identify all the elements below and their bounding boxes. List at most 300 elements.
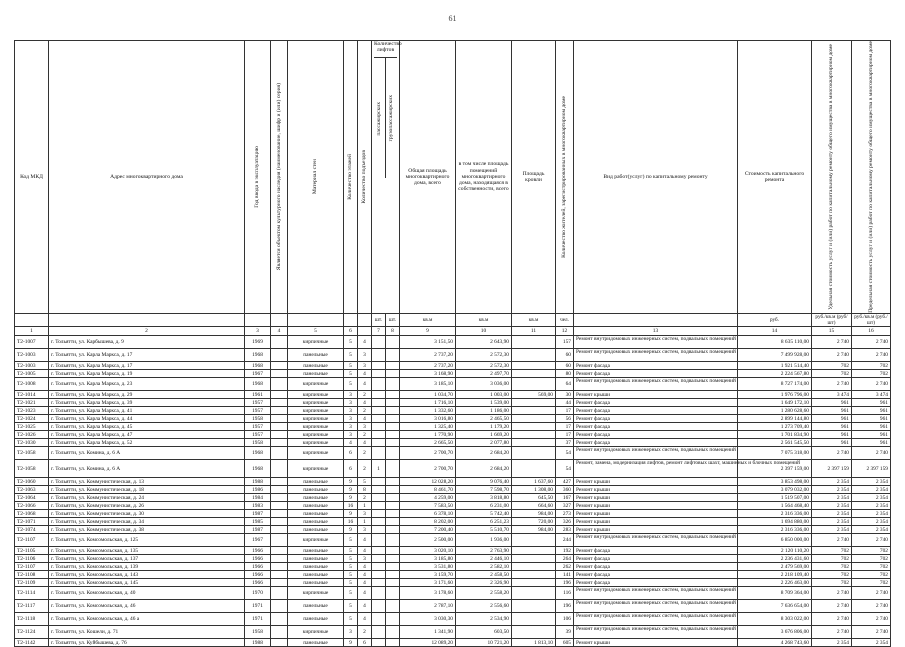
private-area-cell: 1 186,00 [456,407,512,415]
entrances-cell: 4 [358,399,372,407]
unit-lifts-pass: шт. [372,313,386,326]
work-type-cell: Ремонт крыши [574,518,738,526]
residents-cell: 196 [556,579,574,587]
work-type-cell: Ремонт фасада [574,579,738,587]
entrances-cell: 4 [358,563,372,571]
roof-area-cell: 984,00 [512,510,556,518]
cost-cell: 8 635 110,00 [738,336,812,349]
total-area-cell: 3 185,10 [400,378,456,391]
private-area-cell: 2 077,80 [456,439,512,447]
year-cell: 1957 [245,407,271,415]
entrances-cell: 4 [358,336,372,349]
page-number: 61 [448,14,457,23]
total-area-cell: 1 341,90 [400,626,456,639]
roof-area-cell [512,571,556,579]
column-number: 10 [456,327,512,336]
floors-cell: 5 [344,600,358,613]
floors-cell: 5 [344,613,358,626]
cost-cell: 8 727 174,00 [738,378,812,391]
code-cell: Т2-1106 [15,555,49,563]
unit-cost-cell: 2 740 [812,600,852,613]
lifts-cargo-cell [386,370,400,378]
code-cell: Т2-1124 [15,626,49,639]
max-cost-cell: 2 354 [852,502,891,510]
column-number: 7 [372,327,386,336]
roof-area-cell [512,370,556,378]
total-area-cell: 3 185,80 [400,555,456,563]
header-lifts-cargo: грузопассажирских [388,95,395,142]
year-cell: 1988 [245,478,271,486]
total-area-cell: 1 770,90 [400,431,456,439]
cost-cell: 1 564 468,40 [738,502,812,510]
floors-cell: 5 [344,534,358,547]
private-area-cell: 2 643,90 [456,336,512,349]
unit-cost-cell: 2 354 [812,494,852,502]
heritage-cell [271,423,288,431]
total-area-cell: 7 583,50 [400,502,456,510]
table-row [15,486,891,494]
residents-cell: 244 [556,534,574,547]
lifts-cargo-cell [386,600,400,613]
max-cost-cell: 702 [852,362,891,370]
lifts-cargo-cell [386,336,400,349]
wall-cell: панельные [288,510,344,518]
unit-cost-cell: 2 740 [812,587,852,600]
entrances-cell: 5 [358,478,372,486]
header-work: Вид работ(услуг) по капитальному ремонту [574,41,738,314]
header-year: Год ввода в эксплуатацию [254,146,261,208]
header-total-area: Общая площадь многоквартирного дома, всего [400,41,456,314]
lifts-cargo-cell [386,431,400,439]
work-type-cell: Ремонт внутридомовых инженерных систем, подвальных помещений [574,336,738,349]
unit-cost-cell: 961 [812,399,852,407]
unit-cost-cell: 2 354 [812,518,852,526]
roof-area-cell [512,378,556,391]
cost-cell: 2 226 463,00 [738,579,812,587]
column-number: 15 [812,327,852,336]
lifts-cargo-cell [386,526,400,534]
table-row [15,378,891,391]
lifts-cargo-cell [386,518,400,526]
year-cell: 1958 [245,439,271,447]
cost-cell: 2 479 569,00 [738,563,812,571]
column-number: 8 [386,327,400,336]
roof-area-cell [512,579,556,587]
wall-cell: кирпичные [288,391,344,399]
heritage-cell [271,639,288,647]
year-cell: 1983 [245,502,271,510]
roof-area-cell [512,626,556,639]
address-cell: г. Тольятти, ул. Комсомольская, д. 139 [49,563,245,571]
code-cell: Т2-1142 [15,639,49,647]
residents-cell: 39 [556,626,574,639]
heritage-cell [271,579,288,587]
lifts-cargo-cell [386,571,400,579]
table-row [15,555,891,563]
entrances-cell: 2 [358,460,372,478]
unit-cost-cell: 961 [812,423,852,431]
max-cost-cell: 2 354 [852,526,891,534]
code-cell: Т2-1060 [15,478,49,486]
heritage-cell [271,613,288,626]
wall-cell: кирпичные [288,439,344,447]
wall-cell: кирпичные [288,431,344,439]
work-type-cell: Ремонт внутридомовых инженерных систем, подвальных помещений [574,349,738,362]
work-type-cell: Ремонт, замена, модернизация лифтов, ремонт лифтовых шахт, машинных и блочных помещений [574,460,738,478]
residents-cell: 30 [556,391,574,399]
unit-unit-cost: руб./кв.м (руб/шт) [812,313,852,326]
code-cell: Т2-1117 [15,600,49,613]
cost-cell: 1 694 880,00 [738,518,812,526]
code-cell: Т2-1008 [15,378,49,391]
table-row [15,571,891,579]
table-row [15,362,891,370]
heritage-cell [271,626,288,639]
year-cell: 1968 [245,349,271,362]
lifts-pass-cell [372,415,386,423]
lifts-pass-cell [372,478,386,486]
lifts-pass-cell [372,494,386,502]
unit-private-area: кв.м [456,313,512,326]
private-area-cell: 10 721,20 [456,639,512,647]
address-cell: г. Тольятти, ул. Коммунистическая, д. 18 [49,486,245,494]
max-cost-cell: 702 [852,579,891,587]
floors-cell: 5 [344,579,358,587]
cost-cell: 7 636 654,00 [738,600,812,613]
entrances-cell: 4 [358,579,372,587]
private-area-cell: 2 763,90 [456,547,512,555]
cost-cell: 3 079 032,00 [738,486,812,494]
lifts-pass-cell [372,547,386,555]
year-cell: 1969 [245,336,271,349]
entrances-cell: 3 [358,555,372,563]
heritage-cell [271,571,288,579]
wall-cell: панельные [288,579,344,587]
max-cost-cell: 702 [852,555,891,563]
year-cell: 1988 [245,639,271,647]
column-number-row [15,327,891,336]
heritage-cell [271,563,288,571]
table-row [15,399,891,407]
address-cell: г. Тольятти, ул. Комина, д. 6 А [49,460,245,478]
floors-cell: 6 [344,447,358,460]
lifts-pass-cell [372,579,386,587]
lifts-pass-cell [372,600,386,613]
private-area-cell: 3 036,00 [456,378,512,391]
lifts-cargo-cell [386,547,400,555]
heritage-cell [271,510,288,518]
work-type-cell: Ремонт внутридомовых инженерных систем, подвальных помещений [574,447,738,460]
cost-cell: 6 850 000,00 [738,534,812,547]
residents-cell: 54 [556,460,574,478]
private-area-cell: 2 458,50 [456,571,512,579]
entrances-cell: 4 [358,613,372,626]
address-cell: г. Тольятти, ул. Карла Маркса, д. 47 [49,431,245,439]
column-number [358,327,372,336]
private-area-cell: 6 251,23 [456,518,512,526]
cost-cell: 8 709 364,00 [738,587,812,600]
max-cost-cell: 2 740 [852,349,891,362]
table-row [15,587,891,600]
lifts-pass-cell [372,613,386,626]
unit-cost-cell: 702 [812,362,852,370]
heritage-cell [271,447,288,460]
residents-cell: 167 [556,494,574,502]
column-number: 14 [738,327,812,336]
lifts-pass-cell [372,391,386,399]
private-area-cell: 2 556,60 [456,600,512,613]
cost-cell: 1 976 796,00 [738,391,812,399]
header-unit-cost: Удельная стоимость услуг и (или) работ по капитальному ремонту общего имущества в многоквартирном доме [828,44,835,310]
table-row [15,431,891,439]
max-cost-cell: 3 474 [852,391,891,399]
residents-cell: 605 [556,639,574,647]
work-type-cell: Ремонт фасада [574,439,738,447]
year-cell: 1958 [245,626,271,639]
residents-cell: 157 [556,336,574,349]
private-area-cell: 2 497,70 [456,370,512,378]
heritage-cell [271,370,288,378]
header-entrances: Количество подъездов [361,150,368,204]
column-number: 9 [400,327,456,336]
lifts-cargo-cell [386,362,400,370]
year-cell: 1966 [245,571,271,579]
floors-cell: 5 [344,555,358,563]
max-cost-cell: 2 740 [852,626,891,639]
total-area-cell: 3 030,30 [400,613,456,626]
total-area-cell: 3 016,80 [400,415,456,423]
roof-area-cell [512,547,556,555]
code-cell: Т2-1026 [15,431,49,439]
year-cell: 1971 [245,600,271,613]
code-cell: Т2-1003 [15,349,49,362]
wall-cell: панельные [288,370,344,378]
entrances-cell: 8 [358,486,372,494]
unit-cost-cell: 2 354 [812,526,852,534]
total-area-cell: 2 737,20 [400,349,456,362]
column-number: 6 [344,327,358,336]
address-cell: г. Тольятти, ул. Комсомольская, д. 145 [49,579,245,587]
work-type-cell: Ремонт фасада [574,571,738,579]
address-cell: г. Тольятти, ул. Комсомольская, д. 135 [49,547,245,555]
address-cell: г. Тольятти, ул. Карла Маркса, д. 44 [49,415,245,423]
lifts-pass-cell [372,563,386,571]
floors-cell: 9 [344,639,358,647]
unit-cost-cell: 2 740 [812,349,852,362]
roof-area-cell [512,399,556,407]
cost-cell: 3 853 498,00 [738,478,812,486]
wall-cell: кирпичные [288,447,344,460]
heritage-cell [271,526,288,534]
floors-cell: 5 [344,349,358,362]
wall-cell: панельные [288,478,344,486]
column-number: 16 [852,327,891,336]
private-area-cell: 2 572,30 [456,349,512,362]
floors-cell: 3 [344,423,358,431]
roof-area-cell [512,613,556,626]
wall-cell: кирпичные [288,587,344,600]
unit-cost: руб. [738,313,812,326]
unit-cost-cell: 2 354 [812,502,852,510]
unit-cost-cell: 2 397 159 [812,460,852,478]
code-cell: Т2-1058 [15,460,49,478]
floors-cell: 9 [344,510,358,518]
table-row [15,349,891,362]
year-cell: 1970 [245,587,271,600]
private-area-cell: 1 936,00 [456,534,512,547]
max-cost-cell: 2 354 [852,478,891,486]
max-cost-cell: 961 [852,407,891,415]
table-row [15,518,891,526]
year-cell: 1957 [245,399,271,407]
residents-cell: 44 [556,399,574,407]
max-cost-cell: 2 354 [852,510,891,518]
lifts-pass-cell [372,534,386,547]
total-area-cell: 3 159,70 [400,571,456,579]
work-type-cell: Ремонт крыши [574,502,738,510]
entrances-cell: 4 [358,587,372,600]
unit-cost-cell: 702 [812,571,852,579]
residents-cell: 427 [556,478,574,486]
lifts-cargo-cell [386,563,400,571]
heritage-cell [271,547,288,555]
roof-area-cell: 1 308,00 [512,486,556,494]
lifts-pass-cell [372,399,386,407]
max-cost-cell: 2 354 [852,486,891,494]
max-cost-cell: 961 [852,399,891,407]
work-type-cell: Ремонт фасада [574,415,738,423]
table-row [15,415,891,423]
private-area-cell: 7 598,70 [456,486,512,494]
wall-cell: кирпичные [288,534,344,547]
table-row [15,579,891,587]
year-cell: 1986 [245,486,271,494]
entrances-cell: 4 [358,547,372,555]
unit-cost-cell: 702 [812,563,852,571]
unit-cost-cell: 2 354 [812,639,852,647]
floors-cell: 9 [344,478,358,486]
unit-total-area: кв.м [400,313,456,326]
residents-cell: 60 [556,349,574,362]
private-area-cell: 603,50 [456,626,512,639]
header-lifts-pass: пассажирских [376,101,383,136]
entrances-cell: 1 [358,502,372,510]
lifts-cargo-cell [386,447,400,460]
header-lifts: Количество лифтов пассажирских грузопассажирских [372,41,400,314]
total-area-cell: 2 700,70 [400,460,456,478]
cost-cell: 2 218 109,40 [738,571,812,579]
work-type-cell: Ремонт фасада [574,431,738,439]
work-type-cell: Ремонт крыши [574,639,738,647]
address-cell: г. Тольятти, ул. Комсомольская, д. 46 а [49,613,245,626]
table-row [15,547,891,555]
floors-cell: 5 [344,378,358,391]
roof-area-cell: 984,00 [512,526,556,534]
private-area-cell: 1 179,20 [456,423,512,431]
wall-cell: панельные [288,639,344,647]
private-area-cell: 5 510,70 [456,526,512,534]
residents-cell: 56 [556,415,574,423]
roof-area-cell [512,407,556,415]
address-cell: г. Тольятти, ул. Карла Маркса, д. 17 [49,349,245,362]
heritage-cell [271,415,288,423]
code-cell: Т2-1024 [15,415,49,423]
entrances-cell: 3 [358,362,372,370]
cost-cell: 7 499 928,00 [738,349,812,362]
code-cell: Т2-1107 [15,534,49,547]
lifts-cargo-cell [386,579,400,587]
total-area-cell: 7 200,40 [400,526,456,534]
wall-cell: панельные [288,494,344,502]
year-cell: 1958 [245,415,271,423]
cost-cell: 1 701 834,90 [738,431,812,439]
table-row [15,447,891,460]
work-type-cell: Ремонт внутридомовых инженерных систем, подвальных помещений [574,587,738,600]
table-row [15,423,891,431]
lifts-cargo-cell [386,378,400,391]
lifts-pass-cell [372,639,386,647]
lifts-cargo-cell [386,349,400,362]
lifts-pass-cell [372,571,386,579]
total-area-cell: 3 531,80 [400,563,456,571]
wall-cell: кирпичные [288,423,344,431]
roof-area-cell [512,336,556,349]
floors-cell: 5 [344,336,358,349]
wall-cell: панельные [288,563,344,571]
private-area-cell: 2 684,20 [456,447,512,460]
max-cost-cell: 2 740 [852,587,891,600]
lifts-pass-cell [372,587,386,600]
unit-cost-cell: 702 [812,555,852,563]
max-cost-cell: 2 354 [852,518,891,526]
code-cell: Т2-1068 [15,510,49,518]
floors-cell: 5 [344,370,358,378]
address-cell: г. Тольятти, ул. Карла Маркса, д. 23 [49,378,245,391]
lifts-pass-cell [372,626,386,639]
entrances-cell: 3 [358,423,372,431]
code-cell: Т2-1114 [15,587,49,600]
unit-cost-cell: 2 740 [812,626,852,639]
code-cell: Т2-1023 [15,407,49,415]
unit-cost-cell: 2 740 [812,447,852,460]
heritage-cell [271,439,288,447]
work-type-cell: Ремонт крыши [574,526,738,534]
roof-area-cell [512,534,556,547]
work-type-cell: Ремонт фасада [574,423,738,431]
roof-area-cell [512,415,556,423]
table-row [15,502,891,510]
roof-area-cell: 664,60 [512,502,556,510]
cost-cell: 8 303 022,00 [738,613,812,626]
table-row [15,600,891,613]
unit-cost-cell: 961 [812,415,852,423]
roof-area-cell [512,460,556,478]
heritage-cell [271,349,288,362]
unit-cost-cell: 2 740 [812,613,852,626]
lifts-cargo-cell [386,407,400,415]
max-cost-cell: 2 740 [852,600,891,613]
code-cell: Т2-1105 [15,547,49,555]
total-area-cell: 8 202,00 [400,518,456,526]
lifts-cargo-cell [386,399,400,407]
total-area-cell: 12 089,20 [400,639,456,647]
roof-area-cell: 569,00 [512,391,556,399]
unit-roof-area: кв.м [512,313,556,326]
total-area-cell: 6 378,10 [400,510,456,518]
heritage-cell [271,391,288,399]
work-type-cell: Ремонт крыши [574,478,738,486]
wall-cell: кирпичные [288,378,344,391]
